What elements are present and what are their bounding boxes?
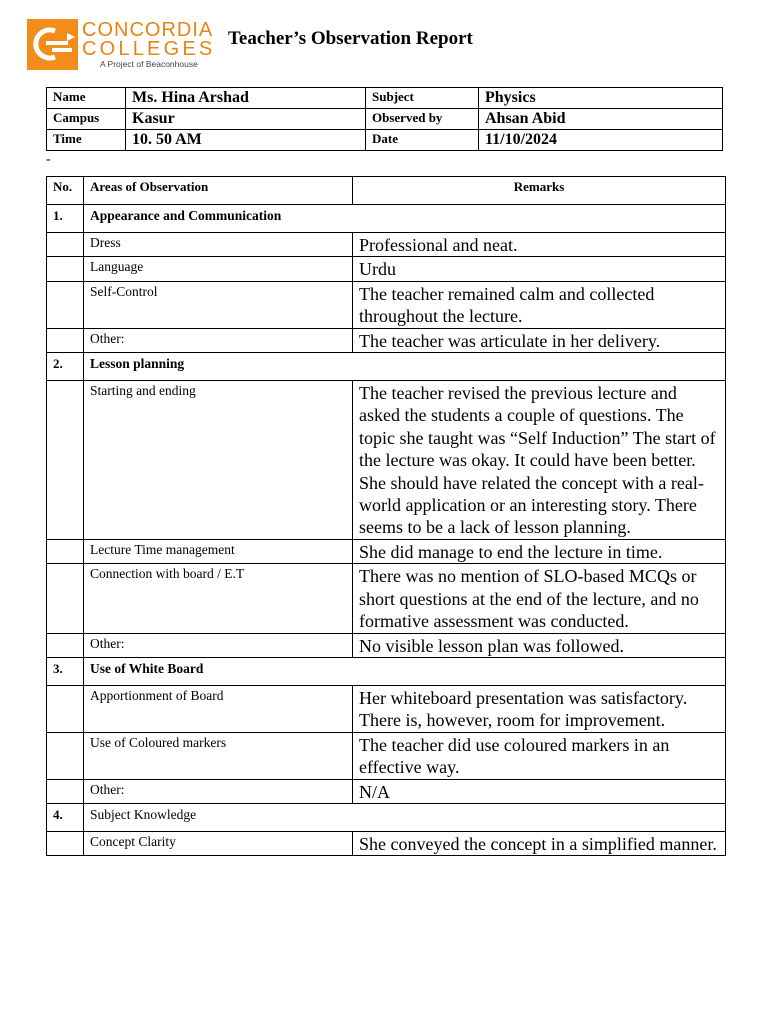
info-row (47, 88, 723, 109)
section-row-subject-knowledge (47, 803, 726, 831)
observation-area: Starting and ending (84, 381, 353, 540)
observation-area: Use of Coloured markers (84, 732, 353, 779)
row-number-cell (47, 685, 84, 732)
logo-name-line2: COLLEGES (82, 38, 216, 61)
observation-area: Other: (84, 633, 353, 657)
col-header-areas: Areas of Observation (84, 177, 353, 205)
observation-area: Lecture Time management (84, 539, 353, 563)
observation-remark: She conveyed the concept in a simplified manner. (353, 831, 726, 855)
row-number-cell (47, 831, 84, 855)
observed-by-value: Ahsan Abid (479, 109, 723, 130)
subject-label: Subject (366, 88, 479, 109)
time-value: 10. 50 AM (126, 130, 366, 151)
logo-name-line1: CONCORDIA (82, 19, 214, 42)
observation-row (47, 257, 726, 281)
info-row (47, 109, 723, 130)
observation-remark: The teacher did use coloured markers in an effective way. (353, 732, 726, 779)
observation-remark: The teacher remained calm and collected throughout the lecture. (353, 281, 726, 328)
name-value: Ms. Hina Arshad (126, 88, 366, 109)
logo-tagline: A Project of Beaconhouse (100, 59, 198, 70)
observation-row (47, 564, 726, 633)
section-title: Subject Knowledge (84, 803, 726, 831)
observation-row (47, 633, 726, 657)
row-number-cell (47, 564, 84, 633)
info-row (47, 130, 723, 151)
row-number-cell (47, 779, 84, 803)
observation-row (47, 233, 726, 257)
observation-remark: The teacher revised the previous lecture and asked the students a couple of questions. The topic she taught was “Self Induction” The start of the lecture was okay. It could have been better. She should have related the concept with a real-world application or an interesting story. There seems to be a lack of lesson planning. (353, 381, 726, 540)
report-title: Teacher’s Observation Report (228, 28, 473, 49)
section-title: Appearance and Communication (84, 205, 726, 233)
logo-emblem-icon (27, 19, 78, 70)
observed-by-label: Observed by (366, 109, 479, 130)
observation-remark: The teacher was articulate in her delivery. (353, 328, 726, 352)
observation-remark: Her whiteboard presentation was satisfactory. There is, however, room for improvement. (353, 685, 726, 732)
section-title: Use of White Board (84, 657, 726, 685)
section-number: 3. (47, 657, 84, 685)
date-label: Date (366, 130, 479, 151)
teacher-info-table (46, 87, 723, 151)
row-number-cell (47, 281, 84, 328)
section-row-white-board (47, 657, 726, 685)
observation-remark: She did manage to end the lecture in time. (353, 539, 726, 563)
observation-row (47, 779, 726, 803)
observation-row (47, 381, 726, 540)
time-label: Time (47, 130, 126, 151)
section-row-appearance-communication (47, 205, 726, 233)
observation-area: Connection with board / E.T (84, 564, 353, 633)
observation-row (47, 831, 726, 855)
date-value: 11/10/2024 (479, 130, 723, 151)
table-header-row (47, 177, 726, 205)
college-logo (27, 19, 215, 70)
row-number-cell (47, 328, 84, 352)
name-label: Name (47, 88, 126, 109)
observation-remark: Professional and neat. (353, 233, 726, 257)
row-number-cell (47, 233, 84, 257)
row-number-cell (47, 257, 84, 281)
observation-area: Apportionment of Board (84, 685, 353, 732)
observation-remark: There was no mention of SLO-based MCQs or short questions at the end of the lecture, and no formative assessment was conducted. (353, 564, 726, 633)
observation-row (47, 281, 726, 328)
col-header-no: No. (47, 177, 84, 205)
section-number: 2. (47, 353, 84, 381)
section-number: 4. (47, 803, 84, 831)
observation-row (47, 328, 726, 352)
observation-row (47, 539, 726, 563)
campus-label: Campus (47, 109, 126, 130)
observation-remark: Urdu (353, 257, 726, 281)
section-number: 1. (47, 205, 84, 233)
observation-table (46, 176, 726, 856)
observation-area: Concept Clarity (84, 831, 353, 855)
row-number-cell (47, 539, 84, 563)
observation-remark: N/A (353, 779, 726, 803)
row-number-cell (47, 633, 84, 657)
observation-area: Dress (84, 233, 353, 257)
observation-remark: No visible lesson plan was followed. (353, 633, 726, 657)
section-title: Lesson planning (84, 353, 726, 381)
observation-area: Other: (84, 328, 353, 352)
campus-value: Kasur (126, 109, 366, 130)
logo-mark (27, 19, 78, 70)
col-header-remarks: Remarks (353, 177, 726, 205)
row-number-cell (47, 381, 84, 540)
subject-value: Physics (479, 88, 723, 109)
separator-mark: - (46, 152, 51, 167)
section-row-lesson-planning (47, 353, 726, 381)
observation-row (47, 685, 726, 732)
observation-area: Language (84, 257, 353, 281)
observation-area: Self-Control (84, 281, 353, 328)
row-number-cell (47, 732, 84, 779)
observation-area: Other: (84, 779, 353, 803)
observation-row (47, 732, 726, 779)
